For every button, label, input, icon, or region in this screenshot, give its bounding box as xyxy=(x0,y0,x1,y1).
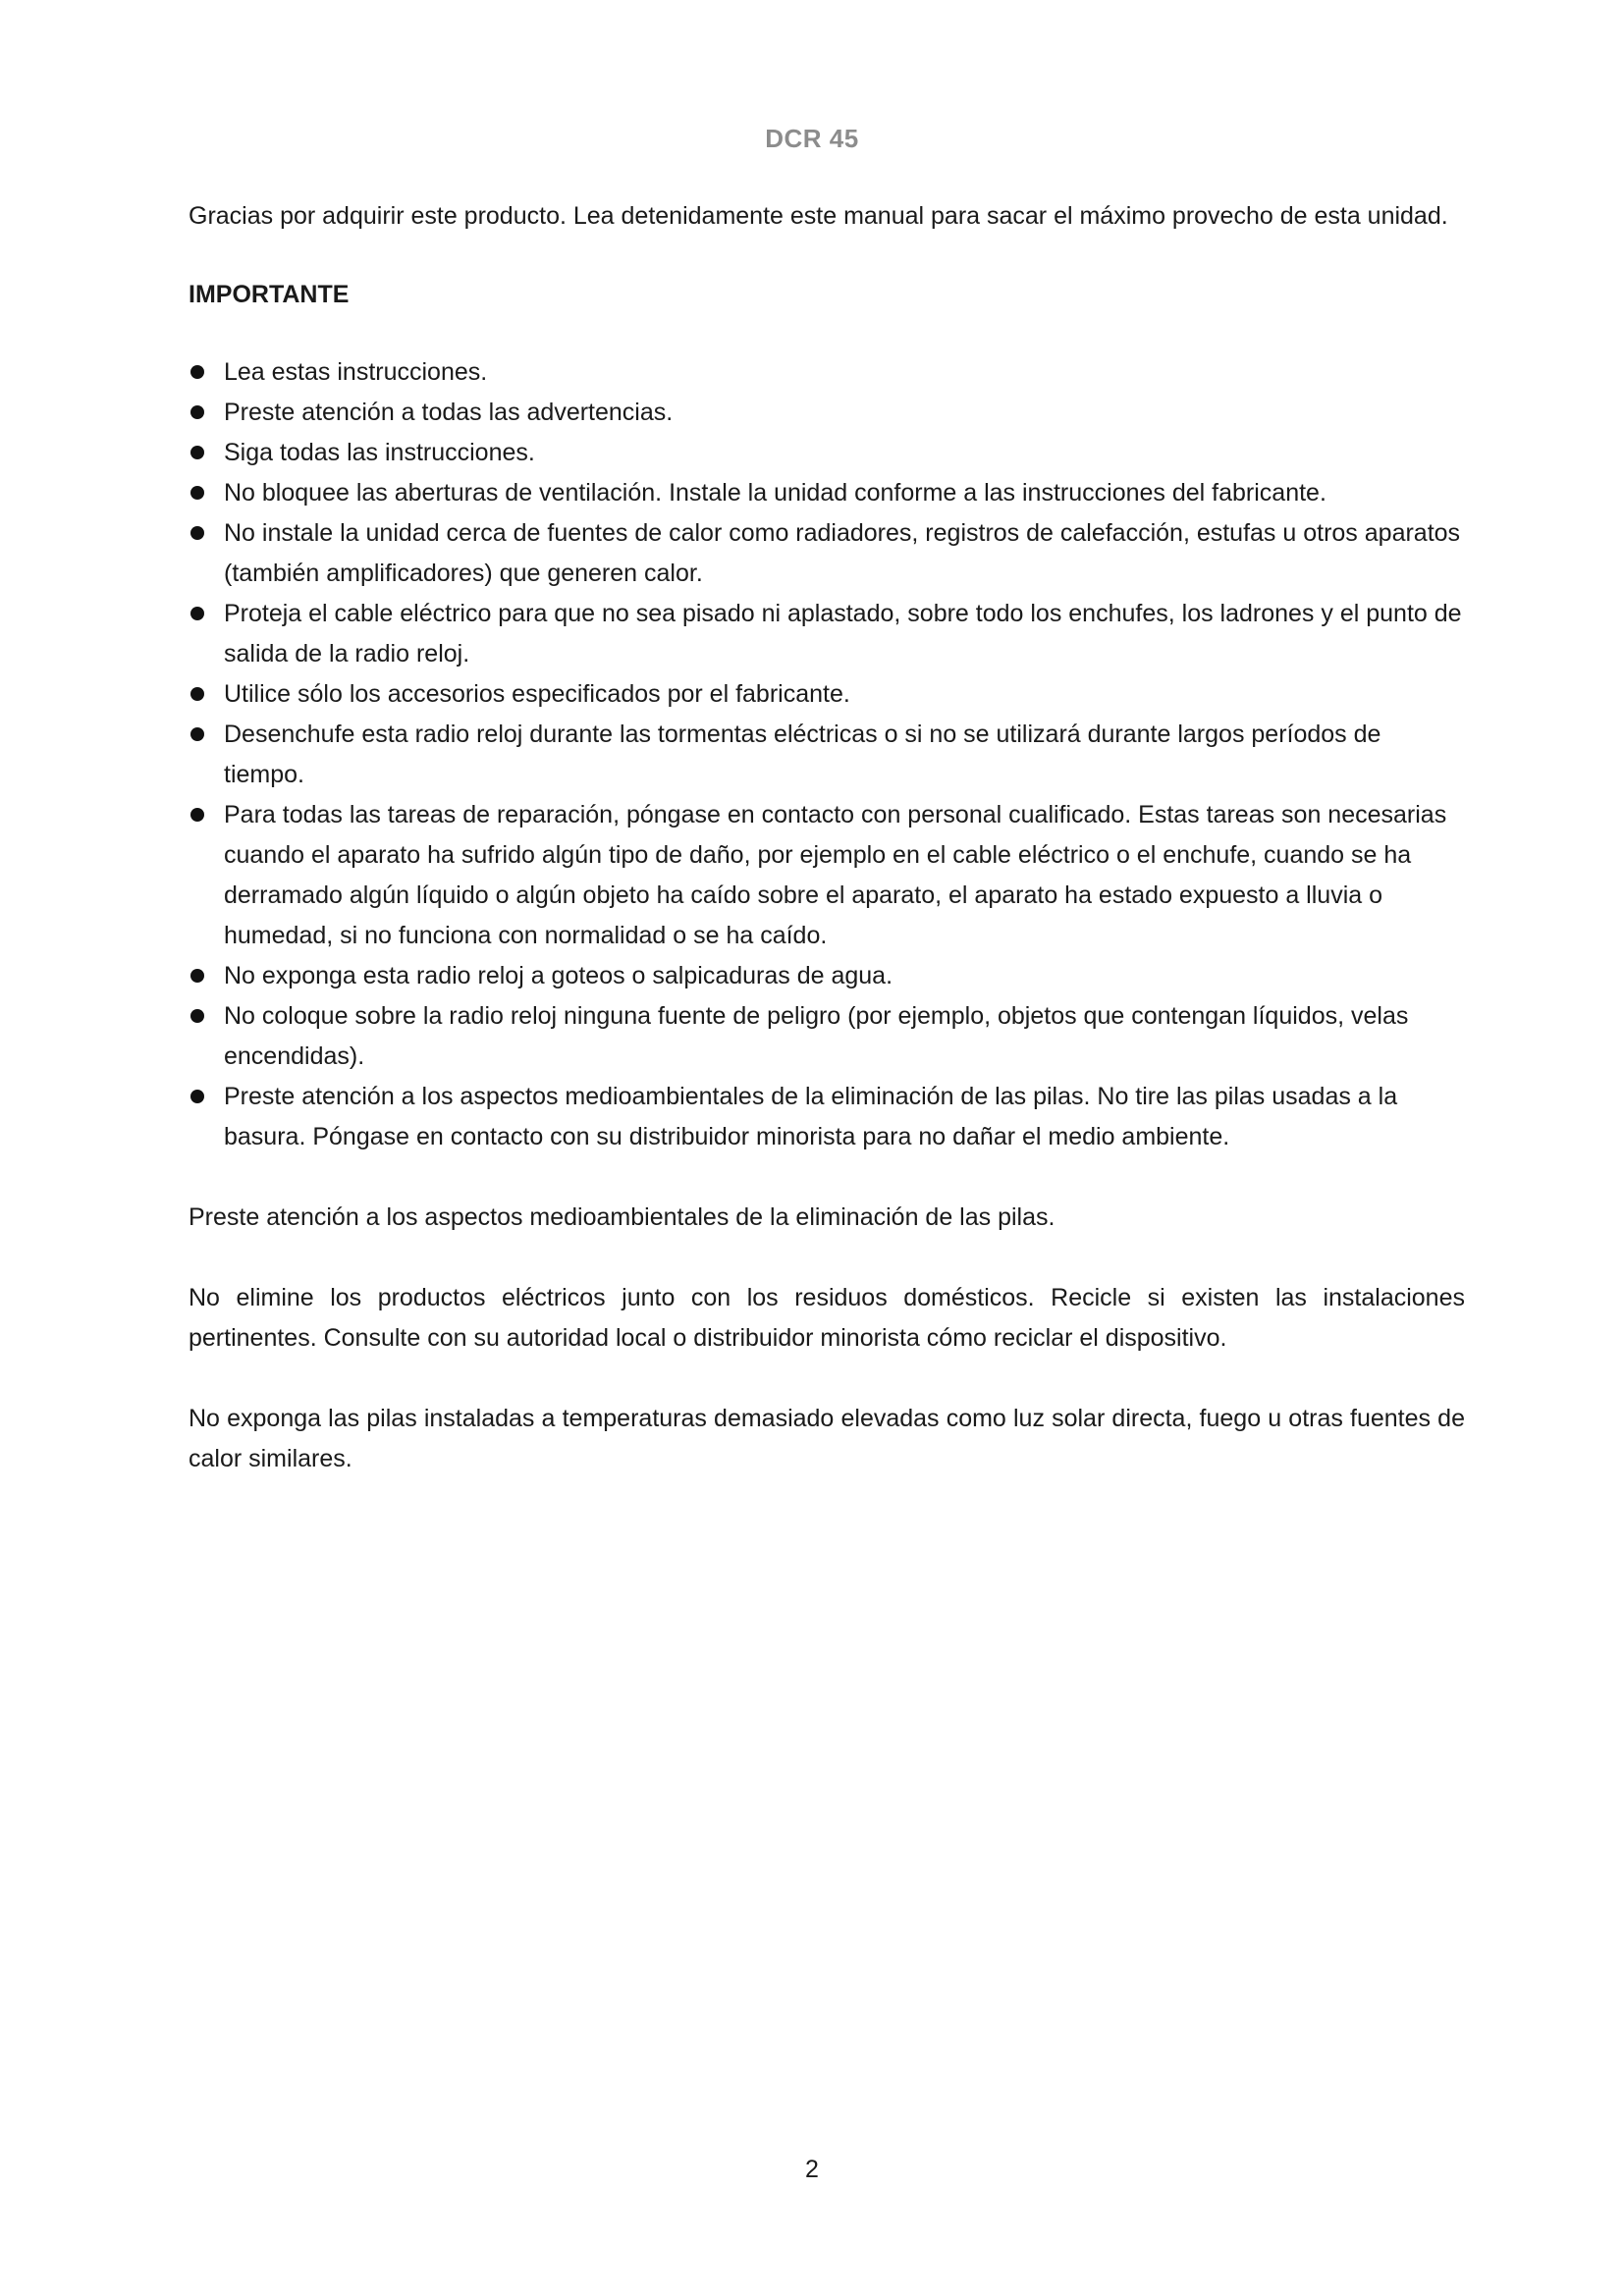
list-item-text: No instale la unidad cerca de fuentes de calor como radiadores, registros de calefacción, estufas u otros aparatos (también amplificadores) que generen calor. xyxy=(224,519,1461,587)
bullet-icon xyxy=(190,526,204,540)
battery-note-paragraph: Preste atención a los aspectos medioambientales de la eliminación de las pilas. xyxy=(189,1203,1056,1231)
page-header-title: DCR 45 xyxy=(765,124,859,153)
list-item xyxy=(189,795,1465,956)
recycling-paragraph: No elimine los productos eléctricos junto con los residuos domésticos. Recicle si existen las instalaciones pertinentes. Consulte con su autoridad local o distribuidor minorista cómo reciclar el dispositivo. xyxy=(189,1284,1465,1352)
list-item xyxy=(189,1077,1465,1157)
list-item-text: Para todas las tareas de reparación, póngase en contacto con personal cualificado. Estas tareas son necesarias cuando el aparato ha sufrido algún tipo de daño, por ejemplo en el cable eléctrico o el enchufe, cuando se ha derramado algún líquido o algún objeto ha caído sobre el aparato, el aparato ha estado expuesto a lluvia o humedad, si no funciona con normalidad o se ha caído. xyxy=(224,801,1447,949)
bullet-icon xyxy=(190,607,204,620)
list-item-text: Preste atención a todas las advertencias. xyxy=(224,399,674,426)
bullet-icon xyxy=(190,405,204,419)
list-item-text: Siga todas las instrucciones. xyxy=(224,439,535,466)
list-item-text: No bloquee las aberturas de ventilación. Instale la unidad conforme a las instrucciones del fabricante. xyxy=(224,479,1326,507)
bullet-icon xyxy=(190,446,204,459)
intro-paragraph: Gracias por adquirir este producto. Lea detenidamente este manual para sacar el máximo provecho de esta unidad. xyxy=(189,202,1448,230)
list-item xyxy=(189,674,1465,715)
page-number: 2 xyxy=(805,2156,819,2183)
list-item-text: No coloque sobre la radio reloj ninguna fuente de peligro (por ejemplo, objetos que contengan líquidos, velas encendidas). xyxy=(224,1002,1409,1070)
list-item xyxy=(189,473,1465,513)
bullet-icon xyxy=(190,969,204,983)
list-item xyxy=(189,352,1465,393)
list-item xyxy=(189,715,1465,795)
bullet-icon xyxy=(190,365,204,379)
bullet-icon xyxy=(190,486,204,500)
section-heading: IMPORTANTE xyxy=(189,281,350,308)
list-item xyxy=(189,956,1465,996)
list-item-text: Preste atención a los aspectos medioambientales de la eliminación de las pilas. No tire las pilas usadas a la basura. Póngase en contacto con su distribuidor minorista para no dañar el medio ambiente. xyxy=(224,1083,1398,1150)
list-item-text: Utilice sólo los accesorios especificados por el fabricante. xyxy=(224,680,850,708)
list-item-text: Desenchufe esta radio reloj durante las tormentas eléctricas o si no se utilizará durante largos períodos de tiempo. xyxy=(224,721,1381,788)
heat-warning-paragraph: No exponga las pilas instaladas a temperaturas demasiado elevadas como luz solar directa, fuego u otras fuentes de calor similares. xyxy=(189,1405,1465,1472)
bullet-icon xyxy=(190,808,204,822)
list-item-text: Proteja el cable eléctrico para que no sea pisado ni aplastado, sobre todo los enchufes, los ladrones y el punto de salida de la radio reloj. xyxy=(224,600,1462,667)
instruction-list xyxy=(189,352,1465,1157)
list-item xyxy=(189,996,1465,1077)
list-item xyxy=(189,594,1465,674)
list-item xyxy=(189,433,1465,473)
bullet-icon xyxy=(190,1009,204,1023)
list-item xyxy=(189,513,1465,594)
page-content xyxy=(189,196,1465,1479)
bullet-icon xyxy=(190,1090,204,1103)
bullet-icon xyxy=(190,687,204,701)
list-item-text: Lea estas instrucciones. xyxy=(224,358,488,386)
bullet-icon xyxy=(190,727,204,741)
list-item xyxy=(189,393,1465,433)
list-item-text: No exponga esta radio reloj a goteos o salpicaduras de agua. xyxy=(224,962,893,989)
